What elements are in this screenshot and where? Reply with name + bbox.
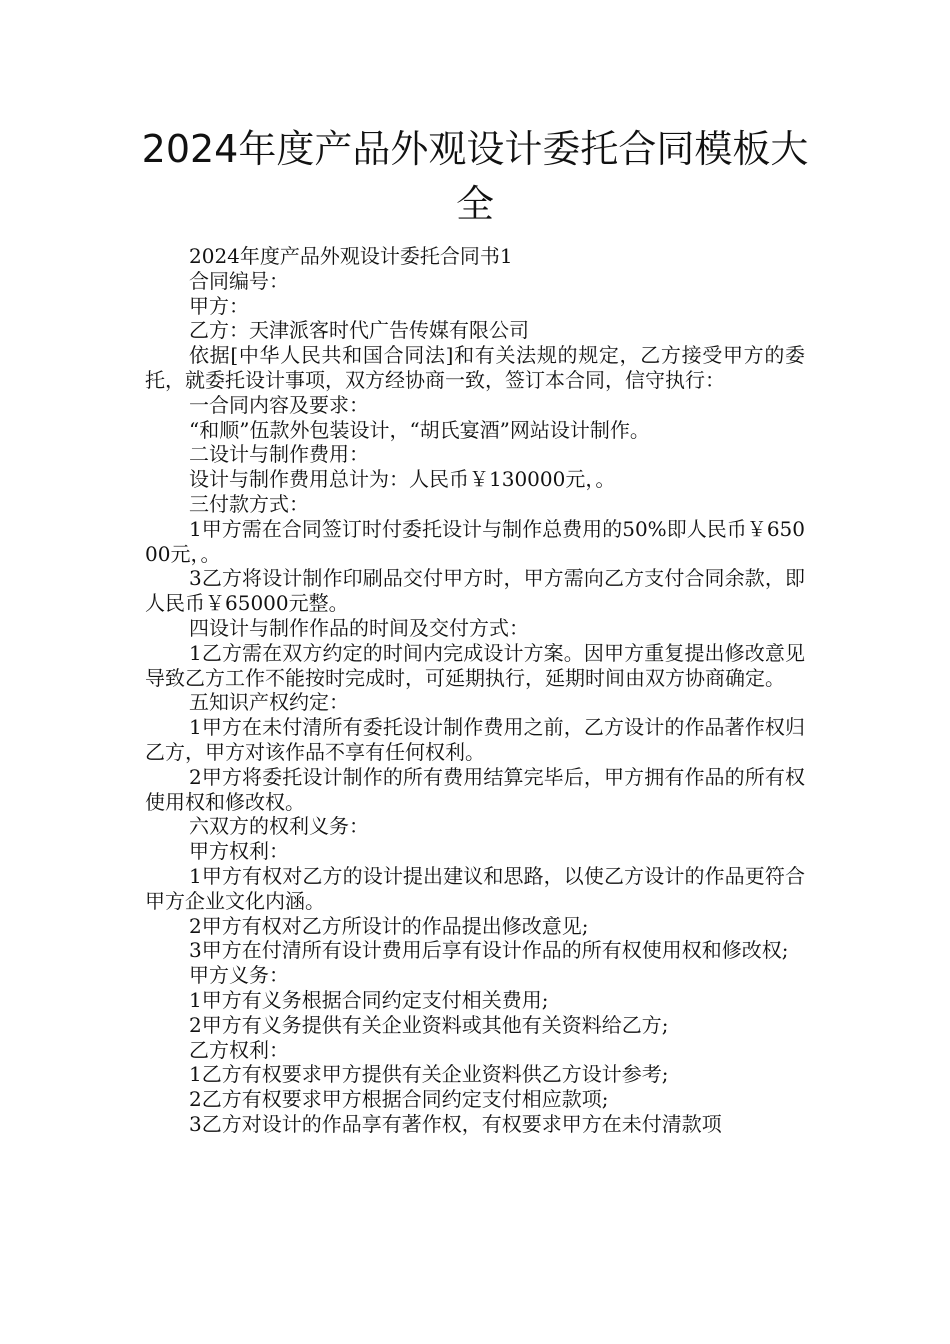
- paragraph: 五知识产权约定：: [189, 690, 349, 715]
- paragraph: 甲方权利：: [189, 839, 289, 864]
- paragraph: 1乙方需在双方约定的时间内完成设计方案。因甲方重复提出修改意见导致乙方工作不能按时完成时，可延期执行，延期时间由双方协商确定。: [145, 640, 805, 690]
- paragraph: 2024年度产品外观设计委托合同书1: [189, 244, 513, 268]
- paragraph: 甲方义务：: [189, 963, 289, 988]
- paragraph: 1甲方有权对乙方的设计提出建议和思路，以使乙方设计的作品更符合甲方企业文化内涵。: [145, 863, 805, 913]
- paragraph: 1甲方需在合同签订时付委托设计与制作总费用的50%即人民币￥65000元，。: [145, 516, 805, 566]
- document-title: 2024年度产品外观设计委托合同模板大全: [141, 127, 809, 226]
- paragraph: 三付款方式：: [189, 491, 309, 516]
- paragraph: 二设计与制作费用：: [189, 442, 369, 467]
- paragraph: 1乙方有权要求甲方提供有关企业资料供乙方设计参考;: [189, 1062, 669, 1087]
- paragraph: 2甲方有义务提供有关企业资料或其他有关资料给乙方;: [189, 1012, 669, 1037]
- paragraph: 合同编号：: [189, 268, 289, 293]
- paragraph: 3乙方将设计制作印刷品交付甲方时，甲方需向乙方支付合同余款，即人民币￥65000元整。: [145, 566, 805, 616]
- paragraph: 乙方：天津派客时代广告传媒有限公司: [189, 318, 529, 343]
- document-body: [145, 244, 805, 1137]
- paragraph: 3甲方在付清所有设计费用后享有设计作品的所有权使用权和修改权;: [189, 938, 789, 963]
- paragraph: “和顺”伍款外包装设计，“胡氏宴酒”网站设计制作。: [189, 417, 650, 442]
- paragraph: 2乙方有权要求甲方根据合同约定支付相应款项;: [189, 1087, 609, 1112]
- paragraph: 六双方的权利义务：: [189, 814, 369, 839]
- paragraph: 乙方权利：: [189, 1037, 289, 1062]
- paragraph: 依据[中华人民共和国合同法]和有关法规的规定，乙方接受甲方的委托，就委托设计事项，双方经协商一致，签订本合同，信守执行：: [145, 343, 805, 392]
- paragraph: 甲方：: [189, 293, 249, 318]
- paragraph: 2甲方有权对乙方所设计的作品提出修改意见;: [189, 913, 589, 938]
- paragraph: 1甲方在未付清所有委托设计制作费用之前，乙方设计的作品著作权归乙方，甲方对该作品不享有任何权利。: [145, 715, 805, 764]
- paragraph: 一合同内容及要求：: [189, 392, 369, 417]
- paragraph: 四设计与制作作品的时间及交付方式：: [189, 615, 529, 640]
- paragraph: 3乙方对设计的作品享有著作权，有权要求甲方在未付清款项: [189, 1111, 722, 1136]
- paragraph: 设计与制作费用总计为：人民币￥130000元，。: [189, 467, 616, 492]
- paragraph: 2甲方将委托设计制作的所有费用结算完毕后，甲方拥有作品的所有权使用权和修改权。: [145, 764, 805, 814]
- paragraph: 1甲方有义务根据合同约定支付相关费用;: [189, 987, 549, 1012]
